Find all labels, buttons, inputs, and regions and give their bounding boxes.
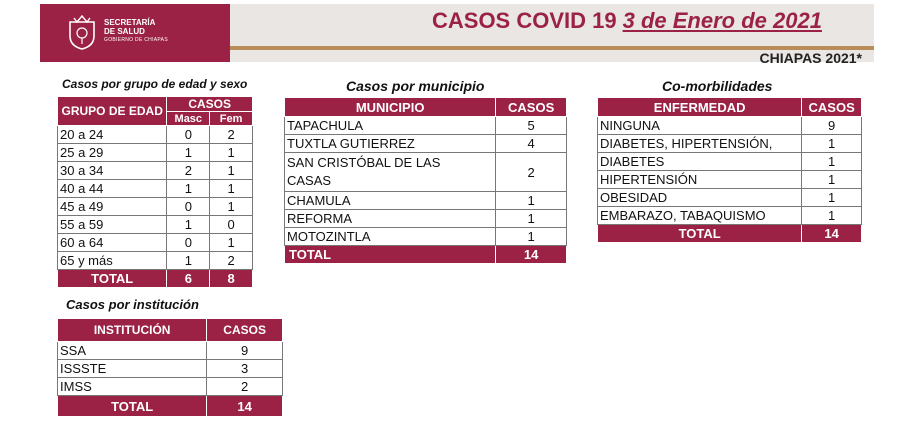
mun-table-title: Casos por municipio (346, 78, 485, 94)
total-row (598, 225, 862, 243)
table-row (285, 153, 567, 192)
table-row (58, 216, 253, 234)
com-name-cell: NINGUNA (598, 117, 802, 135)
mun-name-cell: REFORMA (285, 210, 496, 228)
masc-cell: 2 (167, 162, 210, 180)
inst-name-cell: IMSS (58, 378, 207, 396)
inst-name-cell: SSA (58, 342, 207, 360)
com-col-cases: CASOS (802, 98, 862, 117)
fem-cell: 2 (210, 126, 253, 144)
age-group-cell: 40 a 44 (58, 180, 167, 198)
mun-name-line2: CASAS (287, 173, 332, 188)
com-cases-cell: 1 (802, 171, 862, 189)
table-row (58, 126, 253, 144)
age-table-title: Casos por grupo de edad y sexo (62, 77, 248, 91)
mun-col-cases: CASOS (496, 98, 567, 117)
table-row (285, 228, 567, 246)
com-cases-cell: 1 (802, 135, 862, 153)
age-group-cell: 30 a 34 (58, 162, 167, 180)
com-name-cell: HIPERTENSIÓN (598, 171, 802, 189)
com-name-cell: OBESIDAD (598, 189, 802, 207)
table-row (285, 192, 567, 210)
table-row (598, 207, 862, 225)
com-cases-cell: 9 (802, 117, 862, 135)
mun-name-cell: MOTOZINTLA (285, 228, 496, 246)
age-col-masc: Masc (167, 112, 210, 126)
table-row (58, 234, 253, 252)
mun-name-cell: TAPACHULA (285, 117, 496, 135)
table-row (58, 198, 253, 216)
mun-cases-cell: 1 (496, 192, 567, 210)
logo-line2: DE SALUD (104, 27, 145, 36)
fem-cell: 1 (210, 162, 253, 180)
masc-cell: 0 (167, 126, 210, 144)
masc-cell: 1 (167, 252, 210, 270)
total-row (58, 396, 283, 417)
masc-cell: 1 (167, 180, 210, 198)
coat-of-arms-icon (66, 14, 98, 50)
com-name-cell: DIABETES, HIPERTENSIÓN, (598, 135, 802, 153)
table-row (598, 171, 862, 189)
masc-cell: 0 (167, 198, 210, 216)
table-row (598, 135, 862, 153)
fem-cell: 2 (210, 252, 253, 270)
mun-name-cell: CHAMULA (285, 192, 496, 210)
com-table-title: Co-morbilidades (662, 78, 773, 94)
mun-cases-cell: 5 (496, 117, 567, 135)
total-value: 14 (802, 225, 862, 243)
inst-col-inst: INSTITUCIÓN (58, 319, 207, 342)
mun-cases-cell: 1 (496, 228, 567, 246)
inst-cases-cell: 3 (207, 360, 283, 378)
masc-cell: 1 (167, 144, 210, 162)
fem-cell: 1 (210, 180, 253, 198)
mun-col-mun: MUNICIPIO (285, 98, 496, 117)
table-row (58, 162, 253, 180)
com-cases-cell: 1 (802, 207, 862, 225)
total-label: TOTAL (285, 246, 496, 264)
com-cases-cell: 1 (802, 189, 862, 207)
table-row (58, 360, 283, 378)
age-group-cell: 65 y más (58, 252, 167, 270)
masc-cell: 1 (167, 216, 210, 234)
table-row (58, 378, 283, 396)
age-col-group: GRUPO DE EDAD (58, 97, 167, 126)
table-row (58, 252, 253, 270)
mun-name-cell: TUXTLA GUTIERREZ (285, 135, 496, 153)
mun-cases-cell: 4 (496, 135, 567, 153)
fem-cell: 1 (210, 198, 253, 216)
total-row (285, 246, 567, 264)
mun-name-cell (285, 153, 496, 192)
masc-cell: 0 (167, 234, 210, 252)
inst-col-cases: CASOS (207, 319, 283, 342)
inst-cases-cell: 2 (207, 378, 283, 396)
table-row (285, 135, 567, 153)
age-group-cell: 55 a 59 (58, 216, 167, 234)
logo-line1: SECRETARÍA (104, 18, 156, 27)
fem-cell: 1 (210, 144, 253, 162)
age-group-cell: 45 a 49 (58, 198, 167, 216)
logo-text (104, 18, 168, 45)
table-row (285, 210, 567, 228)
mun-cases-cell: 1 (496, 210, 567, 228)
total-row (58, 270, 253, 288)
inst-cases-cell: 9 (207, 342, 283, 360)
com-name-cell: EMBARAZO, TABAQUISMO (598, 207, 802, 225)
table-row (598, 189, 862, 207)
age-col-fem: Fem (210, 112, 253, 126)
total-label: TOTAL (58, 396, 207, 417)
mun-name-line1: SAN CRISTÓBAL DE LAS (287, 155, 441, 170)
inst-name-cell: ISSSTE (58, 360, 207, 378)
table-row (598, 117, 862, 135)
logo-line3: GOBIERNO DE CHIAPAS (104, 37, 168, 43)
page-subtitle: CHIAPAS 2021* (759, 50, 862, 66)
age-group-cell: 20 a 24 (58, 126, 167, 144)
total-value: 14 (496, 246, 567, 264)
inst-table-title: Casos por institución (66, 297, 199, 312)
age-group-cell: 60 a 64 (58, 234, 167, 252)
table-row (58, 144, 253, 162)
com-table (597, 97, 862, 243)
table-row (598, 153, 862, 171)
mun-cases-cell: 2 (496, 153, 567, 192)
total-fem: 8 (210, 270, 253, 288)
table-row (58, 180, 253, 198)
table-row (58, 342, 283, 360)
com-cases-cell: 1 (802, 153, 862, 171)
age-table (57, 96, 253, 288)
age-table-body (58, 126, 253, 288)
mun-table (284, 97, 567, 264)
total-label: TOTAL (58, 270, 167, 288)
fem-cell: 1 (210, 234, 253, 252)
com-name-cell: DIABETES (598, 153, 802, 171)
fem-cell: 0 (210, 216, 253, 234)
title-text: CASOS COVID 19 (432, 8, 617, 33)
age-group-cell: 25 a 29 (58, 144, 167, 162)
page-title (432, 8, 822, 34)
total-value: 14 (207, 396, 283, 417)
table-row (285, 117, 567, 135)
total-masc: 6 (167, 270, 210, 288)
inst-table (57, 318, 283, 417)
com-col-disease: ENFERMEDAD (598, 98, 802, 117)
total-label: TOTAL (598, 225, 802, 243)
age-col-cases: CASOS (167, 97, 253, 112)
title-date: 3 de Enero de 2021 (622, 8, 822, 33)
